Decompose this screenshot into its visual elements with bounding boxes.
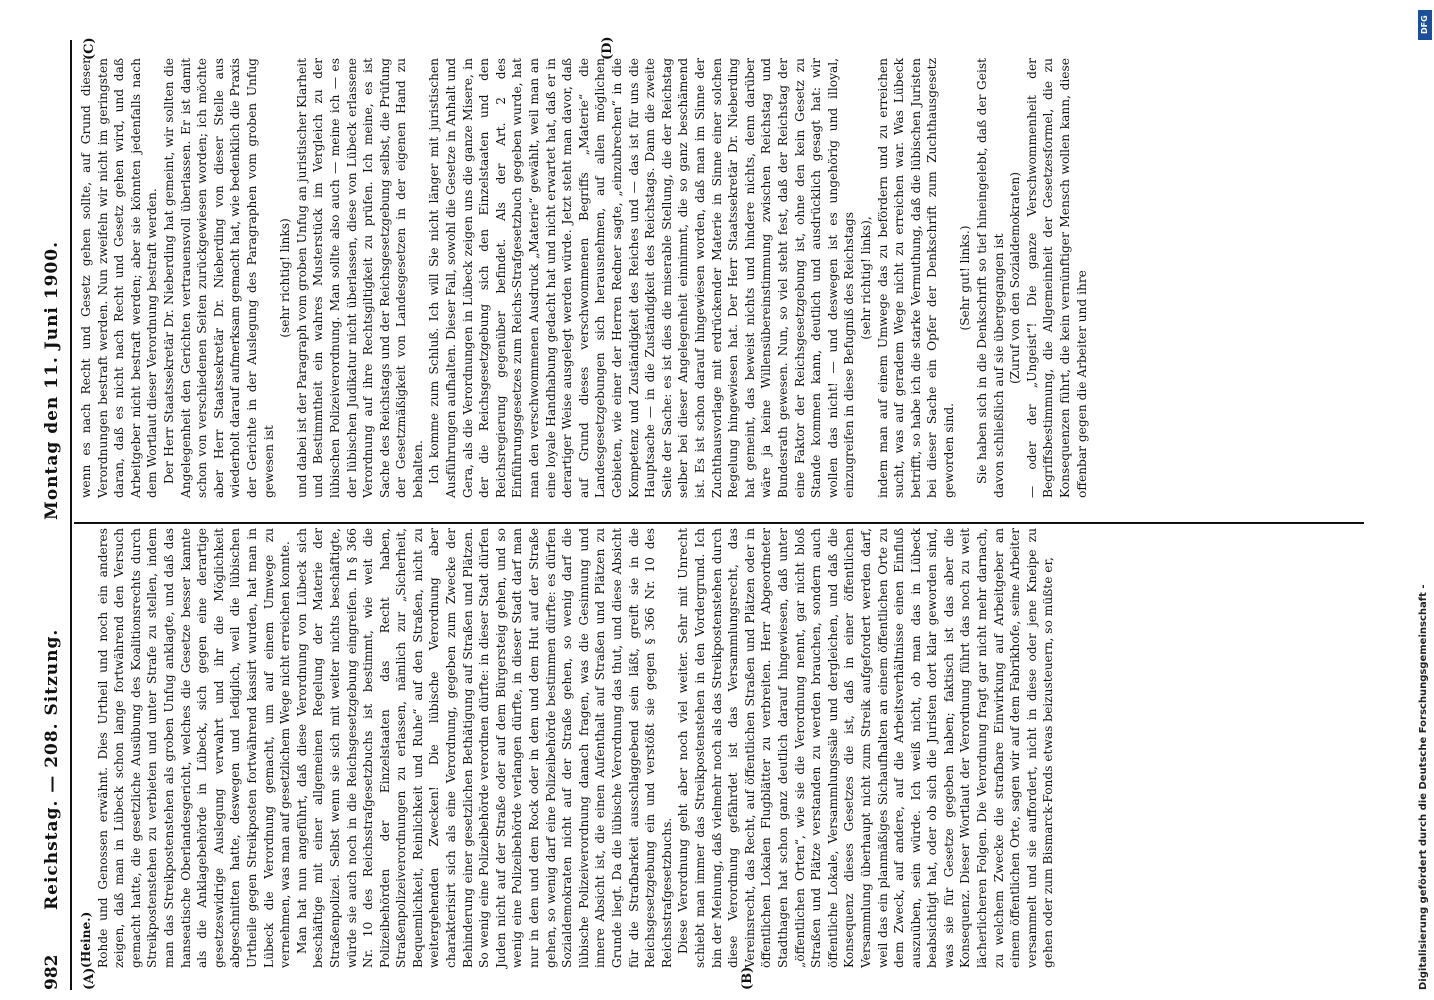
paragraph: Sie haben sich in die Denkschrift so tief hineingelebt, daß der Geist davon schließlich auf sie übergegangen ist bbox=[975, 58, 1006, 498]
interjection: (sehr richtig! links) bbox=[278, 218, 293, 338]
paragraph: und dabei ist der Paragraph vom groben Unfug an juristischer Klarheit und Bestimmtheit ein wahres Musterstück im Vergleich zu der lübischen Polizeiverordnung. Man sollte also auch — meine ich — es der lübischen Judikatur nicht überlassen, diese von Lübeck erlassene Verordnung auf ihre Rechtsgiltigkeit zu prüfen. Ich meine, es ist Sache des Reichstags und der Reichsgesetzgebung selbst, die Prüfung der Gesetzmäßigkeit von Landesgesetzen in der eigenen Hand zu behalten. bbox=[294, 58, 425, 498]
paragraph: Man hat nun angeführt, daß diese Verordnung von Lübeck sich beschäftige mit einer allgemeinen Regelung der Materie der Straßenpolizei. Selbst wenn sie sich mit weiter nichts beschäftigte, würde sie auch noch in die Reichsgesetzgebung eingreifen. In § 366 Nr. 10 des Reichsstrafgesetzbuchs ist bestimmt, wie weit die Polizeibehörden der Einzelstaaten das Recht haben, Straßenpolizeiverordnungen zu erlassen, nämlich zur „Sicherheit, Bequemlichkeit, Reinlichkeit und Ruhe“ auf den Straßen, nicht zu weitergehenden Zwecken! Die lübische Verordnung aber charakterisirt sich als eine Verordnung, gegeben zum Zwecke der Behinderung einer gesetzlichen Bethätigung auf Straßen und Plätzen. So wenig eine Polizeibehörde verordnen dürfte: in dieser Stadt dürfen Juden nicht auf der Straße oder auf dem Bürgersteig gehen, und so wenig eine Polizeibehörde verlangen dürfte, in dieser Stadt darf man nur in dem und dem Rock oder in dem und dem Hut auf der Straße gehen, so wenig darf eine Polizeibehörde bestimmen dürfte: es dürfen Sozialdemokraten nicht auf der Straße gehen, so wenig darf die lübische Polizeiverordnung danach fragen, was die Gesinnung und innere Absicht ist, die einen Aufenthalt auf Straßen und Plätzen zu Grunde liegt. Da die lübische Verordnung das thut, und diese Absicht für die Strafbarkeit ausschlaggebend sein läßt, greift sie in die Reichsgesetzgebung ein und verstößt sie gegen § 366 Nr. 10 des Reichsstrafgesetzbuchs. bbox=[294, 528, 674, 968]
paragraph: indem man auf einem Umwege das zu befördern und zu erreichen sucht, was auf geradem Wege nicht zu erreichen war. Was Lübeck betrifft, so habe ich die starke Vermuthung, daß die lübischen Juristen bei dieser Sache ein Opfer der Denkschrift zum Zuchthausgesetz geworden sind. bbox=[875, 58, 956, 498]
paragraph: wenn es nach Recht und Gesetz gehen sollte, auf Grund dieser Verordnungen bestraft werden. Nun zweifeln wir nicht im geringsten daran, daß es nicht nach Recht und Gesetz gehen wird, und daß Arbeitgeber nicht bestraft werden; aber sie könnten jedenfalls nach dem Wortlaut dieser Verordnung bestraft werden. bbox=[79, 58, 160, 498]
dfg-logo: DFG bbox=[1418, 10, 1432, 40]
paragraph: Der Herr Staatssekretär Dr. Nieberding hat gemeint, wir sollten die Angelegenheit den Gerichten vertrauensvoll überlassen. Er ist damit schon von verschiedenen Seiten zurückgewiesen worden; ich möchte aber Herr Staatssekretär Dr. Nieberding von dieser Stelle aus wiederholt darauf aufmerksam gemacht hat, wie bedenklich die Praxis der Gerichte in der Auslegung des Paragraphen vom groben Unfug gewesen ist bbox=[161, 58, 276, 498]
right-column bbox=[78, 58, 1090, 498]
digitization-note: Digitalisierung gefördert durch die Deutsche Forschungsgemeinschaft - bbox=[1418, 584, 1429, 990]
interjection: (Sehr gut! links.) bbox=[958, 225, 973, 331]
margin-marker-b: (B) bbox=[740, 966, 755, 990]
paragraph: Ich komme zum Schluß. Ich will Sie nicht länger mit juristischen Ausführungen aufhalten. Dieser Fall, sowohl die Gesetze in Anhalt und Gera, als die Verordnungen in Lübeck zeigen uns die ganze Misere, in der die Reichsgesetzgebung sich den Einzelstaaten und den Reichsregierung gegenüber befindet. Als der Art. 2 des Einführungsgesetzes zum Reichs-Strafgesetzbuch gegeben wurde, hat man den verschwommenen Ausdruck „Materie“ gewählt, weil man an eine loyale Handhabung gedacht hat und nicht erwartet hat, daß er in derartiger Weise ausgelegt werden würde. Jetzt steht man davor, daß auf Grund dieses verschwommenen Begriffs „Materie“ die Landesgesetzgebungen sich herausnehmen, auf allen möglichen Gebieten, wie einer der Herren Redner sagte, „einzubrechen“ in die Kompetenz und Zuständigkeit des Reiches und — das ist für uns die Hauptsache — in die Zuständigkeit des Reichstags. Dann die zweite Seite der Sache: es ist dies die miserable Stellung, die der Reichstag selber bei dieser Angelegenheit einnimmt, die so ganz beschämend ist. Es ist schon darauf hingewiesen worden, daß man im Sinne der Zuchthausvorlage mit erdrückender Materie in Sinne einer solchen Regelung hingewiesen hat. Der Herr Staatssekretär Dr. Nieberding hat gemeint, das beweist nichts und hindere nichts, denn darüber wäre ja keine Willensübereinstimmung zwischen Reichstag und Bundesrath gewesen. Nun, so viel steht fest, daß der Reichstag der eine Faktor der Reichsgesetzgebung ist, ohne den kein Gesetz zu Stande kommen kann, deutlich und ausdrücklich gesagt hat: wir wollen das nicht! — und deswegen ist es ungehörig und illoyal, einzugreifen in diese Befugniß des Reichstags bbox=[427, 58, 857, 498]
margin-marker-a: (A) bbox=[82, 967, 97, 990]
running-head: Reichstag. — 208. Sitzung. bbox=[42, 628, 62, 910]
interjection: (sehr richtig! links), bbox=[858, 216, 873, 340]
paragraph: Rohde und Genossen erwähnt. Dies Urtheil und noch ein anderes zeigen, daß man in Lübeck schon lange fortwährend den Versuch gemacht hatte, die gesetzliche Ausübung des Koalitionsrechts durch Streikpostenstehen zu verbieten und unter Strafe zu stellen, indem man das Streikpostenstehen als groben Unfug anklagte, und daß das hanseatische Oberlandesgericht, welches die Gesetze besser kannte als die Anklagebehörde in Lübeck, sich gegen eine derartige gesetzeswidrige Auslegung verwahrt und ihr die Möglichkeit abgeschnitten hatte, deswegen und lediglich, weil die lübischen Urtheile gegen Streikposten fortwährend kassirt wurden, hat man in Lübeck die Verordnung gemacht, um auf einem Umwege zu vernehmen, was man auf gesetzlichem Wege nicht erreichen konnte. bbox=[95, 528, 293, 968]
speaker-line: (Heine.) bbox=[79, 911, 93, 968]
page-header bbox=[40, 40, 68, 990]
interjection: (Zuruf von den Sozialdemokraten) bbox=[1008, 171, 1023, 385]
session-date: Montag den 11. Juni 1900. bbox=[42, 240, 62, 520]
left-column bbox=[78, 528, 1057, 968]
header-rule bbox=[70, 40, 72, 990]
rotated-page bbox=[40, 36, 1405, 990]
column-divider bbox=[74, 522, 1364, 524]
paragraph: — oder der „Ungeist“! Die ganze Verschwommenheit der Begriffsbestimmung, die Allgemeinheit der Gesetzesformel, die zu Konsequenzen führt, die kein vernünftiger Mensch wollen kann, diese offenbar gegen die Arbeiter und ihre bbox=[1024, 58, 1089, 498]
margin-marker-d: (D) bbox=[600, 36, 615, 60]
margin-marker-c: (C) bbox=[82, 37, 97, 60]
paragraph: Diese Verordnung geht aber noch viel weiter. Sehr mit Unrecht schiebt man immer das Streikpostenstehen in den Vordergrund. Ich bin der Meinung, daß vielmehr noch als das Streikpostenstehen durch diese Verordnung gefährdet ist das Versammlungsrecht, das Vereinsrecht, das Recht, auf öffentlichen Straßen und Plätzen oder in öffentlichen Lokalen Flugblätter zu verbreiten. Herr Abgeordneter Stadthagen hat schon ganz deutlich darauf hingewiesen, daß unter „öffentlichen Orten“, wie sie die Verordnung nennt, gar nicht bloß Straßen und Plätze verstanden zu werden brauchen, sondern auch öffentliche Lokale, Versammlungssäle und dergleichen, und daß die Konsequenz dieses Gesetzes die ist, daß in einer öffentlichen Versammlung überhaupt nicht zum Streik aufgefordert werden darf, weil das ein planmäßiges Sichaufhalten an einem öffentlichen Orte zu dem Zweck, auf andere, auf die Arbeitsverhältnisse einen Einfluß auszuüben, sein würde. Ich weiß nicht, ob man das in Lübeck beabsichtigt hat, oder ob sich die Juristen dort klar geworden sind, was sie für Gesetze gegeben haben; faktisch ist das aber die Konsequenz. Dieser Wortlaut der Verordnung führt das noch zu weit lächerlicheren Folgen. Die Verordnung fragt gar nicht mehr darnach, zu welchem Zwecke die strafbare Einwirkung auf Arbeitgeber an einem öffentlichen Orte, sagen wir auf dem Fabrikhofe, seine Arbeiter versammelt und sie auffordert, nicht in diese oder jene Kneipe zu gehen oder zum Bismarck-Fonds etwas beizusteuern, so müßte er, bbox=[676, 528, 1056, 968]
page-number: 982 bbox=[42, 954, 62, 990]
digitization-footer bbox=[1418, 10, 1432, 990]
